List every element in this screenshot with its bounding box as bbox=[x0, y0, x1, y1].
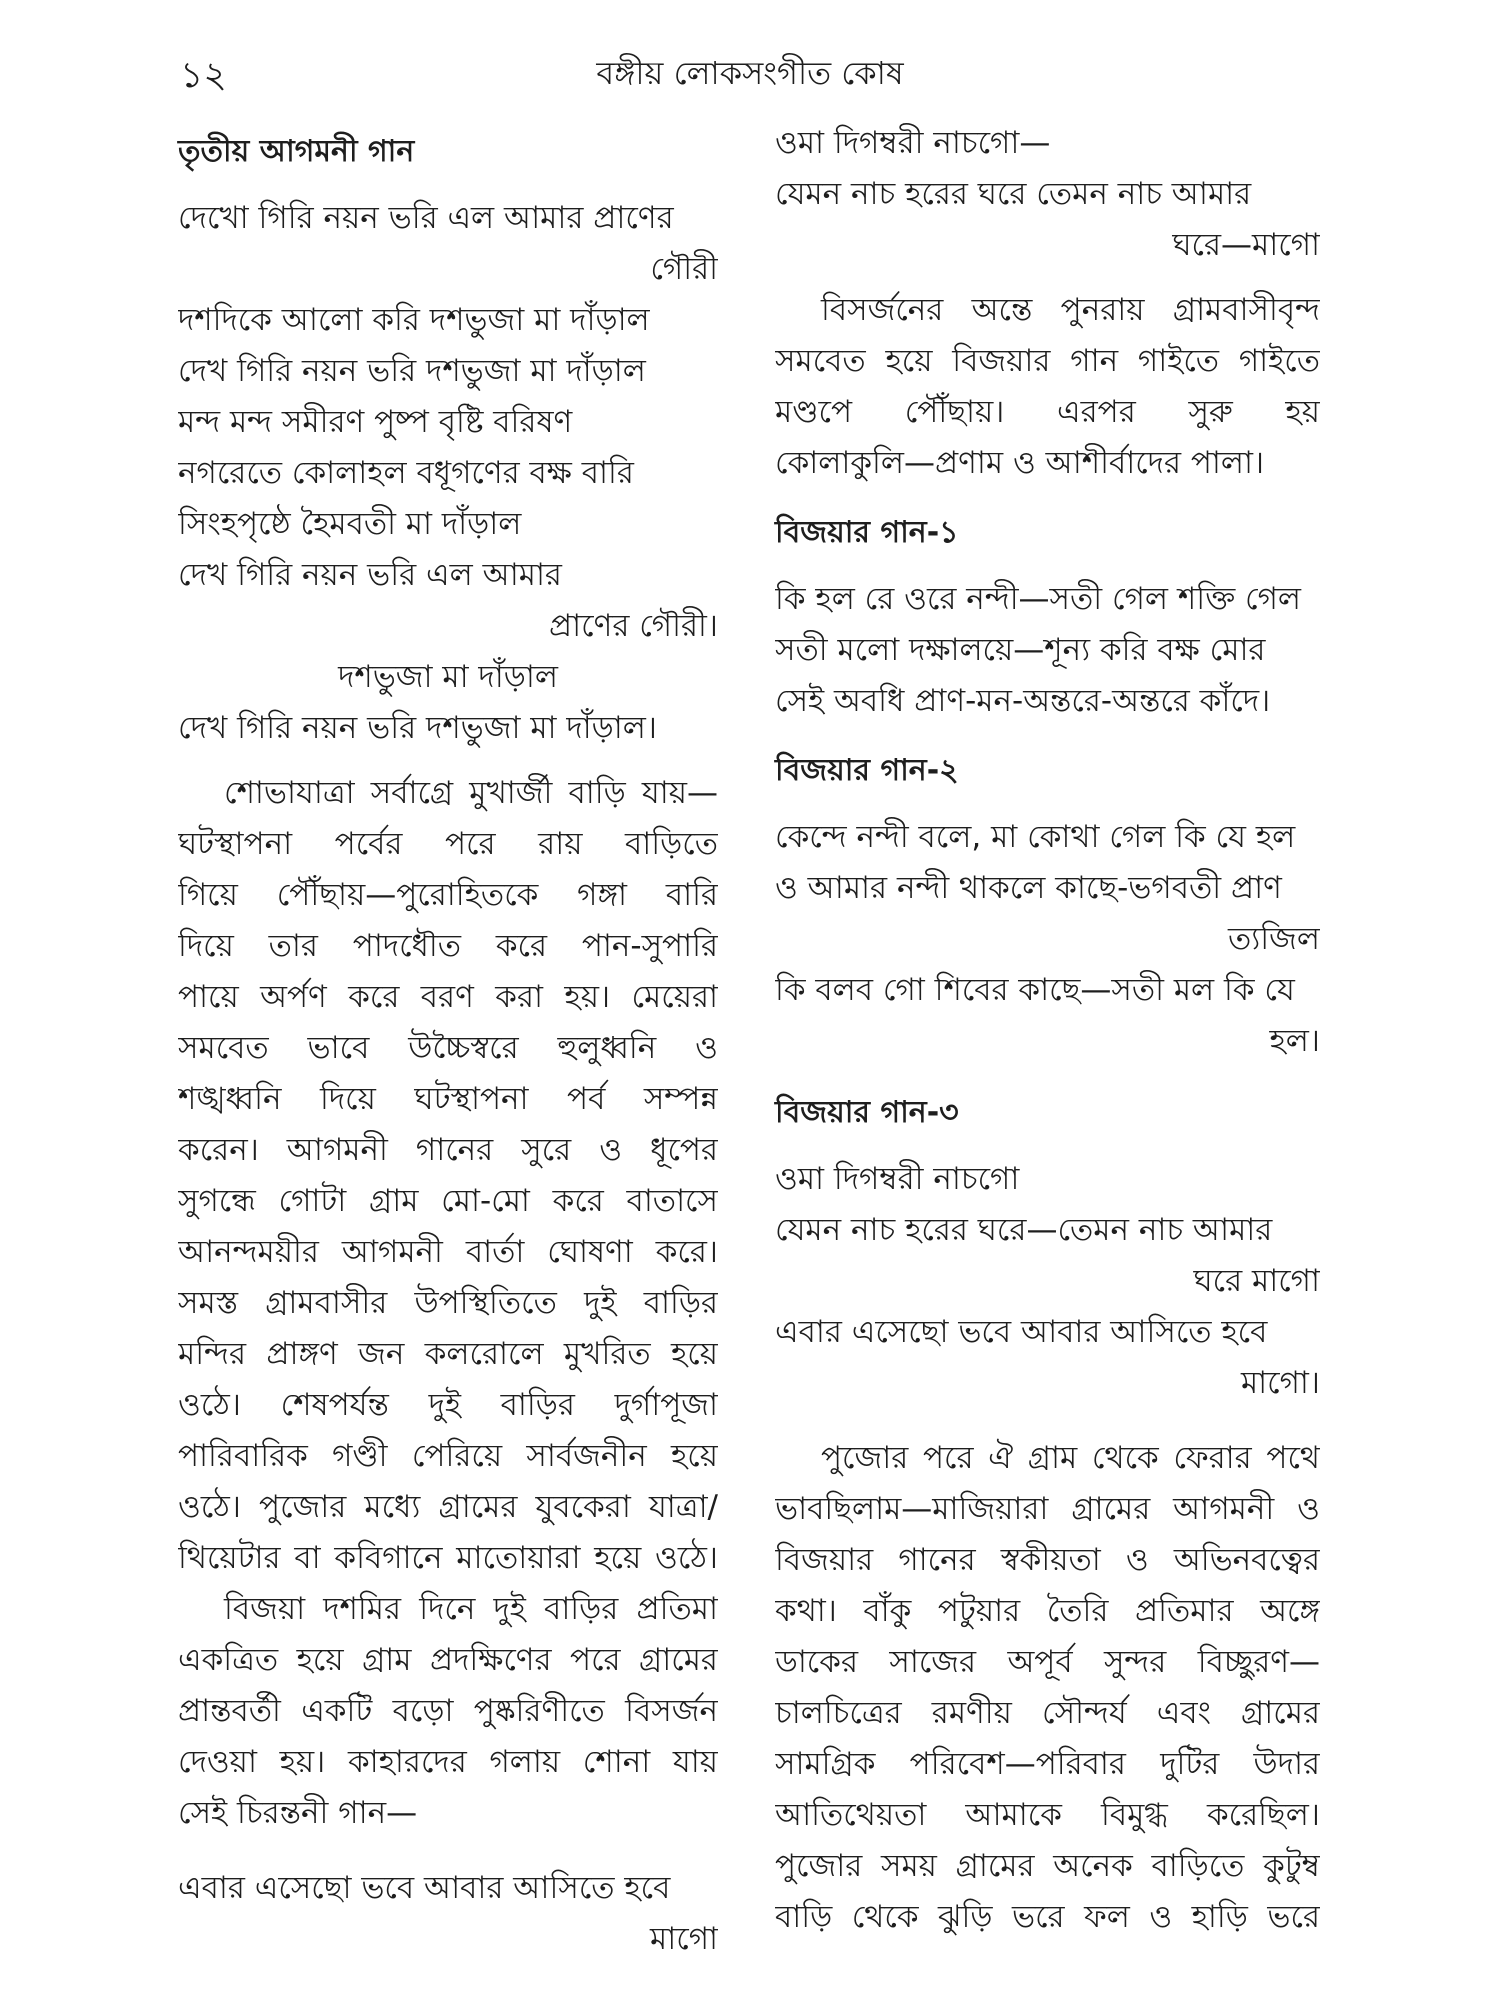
section-heading-bijoya-1: বিজয়ার গান-১ bbox=[775, 515, 959, 550]
page-number: ১২ bbox=[180, 55, 227, 96]
song-line: সিংহপৃষ্ঠে হৈমবতী মা দাঁড়াল bbox=[178, 506, 522, 542]
song-line: যেমন নাচ হরের ঘরে তেমন নাচ আমার bbox=[775, 176, 1252, 212]
paragraph-line: শঙ্খধ্বনি দিয়ে ঘটস্থাপনা পর্ব সম্পন্ন bbox=[178, 1081, 718, 1117]
paragraph-line: ডাকের সাজের অপূর্ব সুন্দর বিচ্ছুরণ— bbox=[775, 1644, 1320, 1680]
paragraph-line: সমবেত হয়ে বিজয়ার গান গাইতে গাইতে bbox=[775, 343, 1320, 379]
song-line: দেখ গিরি নয়ন ভরি এল আমার bbox=[178, 557, 562, 593]
song-line: ত্যজিল bbox=[1228, 921, 1320, 957]
paragraph-line: বিজয়া দশমির দিনে দুই বাড়ির প্রতিমা bbox=[224, 1591, 718, 1627]
paragraph-line: গিয়ে পৌঁছায়—পুরোহিতকে গঙ্গা বারি bbox=[178, 877, 718, 913]
paragraph-line: আনন্দময়ীর আগমনী বার্তা ঘোষণা করে। bbox=[178, 1234, 718, 1270]
paragraph-line: মন্দির প্রাঙ্গণ জন কলরোলে মুখরিত হয়ে bbox=[178, 1336, 718, 1372]
paragraph-line: শোভাযাত্রা সর্বাগ্রে মুখার্জী বাড়ি যায়— bbox=[224, 775, 718, 811]
song-line: মন্দ মন্দ সমীরণ পুষ্প বৃষ্টি বরিষণ bbox=[178, 404, 573, 440]
song-line: দেখ গিরি নয়ন ভরি দশভুজা মা দাঁড়াল। bbox=[178, 710, 657, 746]
song-line: সতী মলো দক্ষালয়ে—শূন্য করি বক্ষ মোর bbox=[775, 632, 1266, 668]
running-title: বঙ্গীয় লোকসংগীত কোষ bbox=[596, 54, 904, 92]
song-line: কেন্দে নন্দী বলে, মা কোথা গেল কি যে হল bbox=[775, 819, 1296, 855]
song-line: ওমা দিগম্বরী নাচগো— bbox=[775, 125, 1051, 161]
paragraph-line: ওঠে। পুজোর মধ্যে গ্রামের যুবকেরা যাত্রা/ bbox=[178, 1489, 718, 1525]
song-line: দেখো গিরি নয়ন ভরি এল আমার প্রাণের bbox=[178, 200, 674, 236]
paragraph-line: আতিথেয়তা আমাকে বিমুগ্ধ করেছিল। bbox=[775, 1797, 1320, 1833]
paragraph-line: কোলাকুলি—প্রণাম ও আশীর্বাদের পালা। bbox=[775, 445, 1265, 481]
paragraph-line: সামগ্রিক পরিবেশ—পরিবার দুটির উদার bbox=[775, 1746, 1320, 1782]
song-line: এবার এসেছো ভবে আবার আসিতে হবে bbox=[775, 1314, 1268, 1350]
paragraph-line: সুগন্ধে গোটা গ্রাম মো-মো করে বাতাসে bbox=[178, 1183, 718, 1219]
song-line: ওমা দিগম্বরী নাচগো bbox=[775, 1161, 1020, 1197]
song-line: প্রাণের গৌরী। bbox=[548, 608, 718, 644]
right-column bbox=[775, 118, 1320, 1943]
paragraph-line: করেন। আগমনী গানের সুরে ও ধূপের bbox=[178, 1132, 718, 1168]
song-line: ও আমার নন্দী থাকলে কাছে-ভগবতী প্রাণ bbox=[775, 870, 1282, 906]
song-line: ঘরে—মাগো bbox=[1172, 227, 1320, 263]
paragraph-line: সমস্ত গ্রামবাসীর উপস্থিতিতে দুই বাড়ির bbox=[178, 1285, 718, 1321]
song-line: দেখ গিরি নয়ন ভরি দশভুজা মা দাঁড়াল bbox=[178, 353, 646, 389]
paragraph-line: একত্রিত হয়ে গ্রাম প্রদক্ষিণের পরে গ্রামের bbox=[178, 1642, 718, 1678]
paragraph-line: ঘটস্থাপনা পর্বের পরে রায় বাড়িতে bbox=[178, 826, 718, 862]
song-line: কি বলব গো শিবের কাছে—সতী মল কি যে bbox=[775, 972, 1295, 1008]
paragraph-line: কথা। বাঁকু পটুয়ার তৈরি প্রতিমার অঙ্গে bbox=[775, 1593, 1320, 1629]
paragraph-line: মণ্ডপে পৌঁছায়। এরপর সুরু হয় bbox=[775, 394, 1320, 430]
paragraph-line: প্রান্তবর্তী একটি বড়ো পুষ্করিণীতে বিসর্জন bbox=[178, 1693, 718, 1729]
section-heading-third-agamani: তৃতীয় আগমনী গান bbox=[178, 134, 415, 169]
paragraph-line: ওঠে। শেষপর্যন্ত দুই বাড়ির দুর্গাপূজা bbox=[178, 1387, 718, 1423]
paragraph-line: ভাবছিলাম—মাজিয়ারা গ্রামের আগমনী ও bbox=[775, 1491, 1320, 1527]
song-line: এবার এসেছো ভবে আবার আসিতে হবে bbox=[178, 1870, 671, 1906]
paragraph-line: পারিবারিক গণ্ডী পেরিয়ে সার্বজনীন হয়ে bbox=[178, 1438, 718, 1474]
paragraph-line: সেই চিরন্তনী গান— bbox=[178, 1795, 418, 1831]
song-line: কি হল রে ওরে নন্দী—সতী গেল শক্তি গেল bbox=[775, 581, 1302, 617]
paragraph-line: থিয়েটার বা কবিগানে মাতোয়ারা হয়ে ওঠে। bbox=[178, 1540, 718, 1576]
song-line: সেই অবধি প্রাণ-মন-অন্তরে-অন্তরে কাঁদে। bbox=[775, 683, 1271, 719]
song-line: গৌরী bbox=[650, 251, 718, 287]
song-line: মাগো। bbox=[1240, 1365, 1320, 1401]
paragraph-line: বিজয়ার গানের স্বকীয়তা ও অভিনবত্বের bbox=[775, 1542, 1320, 1578]
song-line: যেমন নাচ হরের ঘরে—তেমন নাচ আমার bbox=[775, 1212, 1273, 1248]
paragraph-line: বাড়ি থেকে ঝুড়ি ভরে ফল ও হাড়ি ভরে bbox=[775, 1899, 1320, 1935]
paragraph-line: পুজোর সময় গ্রামের অনেক বাড়িতে কুটুম্ব bbox=[775, 1848, 1320, 1884]
song-line: দশভুজা মা দাঁড়াল bbox=[338, 659, 558, 695]
section-heading-bijoya-3: বিজয়ার গান-৩ bbox=[775, 1095, 959, 1130]
paragraph-line: চালচিত্রের রমণীয় সৌন্দর্য এবং গ্রামের bbox=[775, 1695, 1320, 1731]
section-heading-bijoya-2: বিজয়ার গান-২ bbox=[775, 753, 959, 788]
paragraph-line: দেওয়া হয়। কাহারদের গলায় শোনা যায় bbox=[178, 1744, 718, 1780]
paragraph-line: পুজোর পরে ঐ গ্রাম থেকে ফেরার পথে bbox=[821, 1440, 1320, 1476]
song-line: দশদিকে আলো করি দশভুজা মা দাঁড়াল bbox=[178, 302, 650, 338]
song-line: নগরেতে কোলাহল বধূগণের বক্ষ বারি bbox=[178, 455, 634, 491]
paragraph-line: বিসর্জনের অন্তে পুনরায় গ্রামবাসীবৃন্দ bbox=[821, 292, 1320, 328]
song-line: ঘরে মাগো bbox=[1193, 1263, 1320, 1299]
left-column bbox=[178, 118, 718, 1965]
paragraph-line: দিয়ে তার পাদধৌত করে পান-সুপারি bbox=[178, 928, 718, 964]
song-line: হল। bbox=[1269, 1023, 1320, 1059]
paragraph-line: পায়ে অর্পণ করে বরণ করা হয়। মেয়েরা bbox=[178, 979, 718, 1015]
song-line: মাগো bbox=[650, 1921, 718, 1957]
paragraph-line: সমবেত ভাবে উচ্চৈস্বরে হুলুধ্বনি ও bbox=[178, 1030, 718, 1066]
